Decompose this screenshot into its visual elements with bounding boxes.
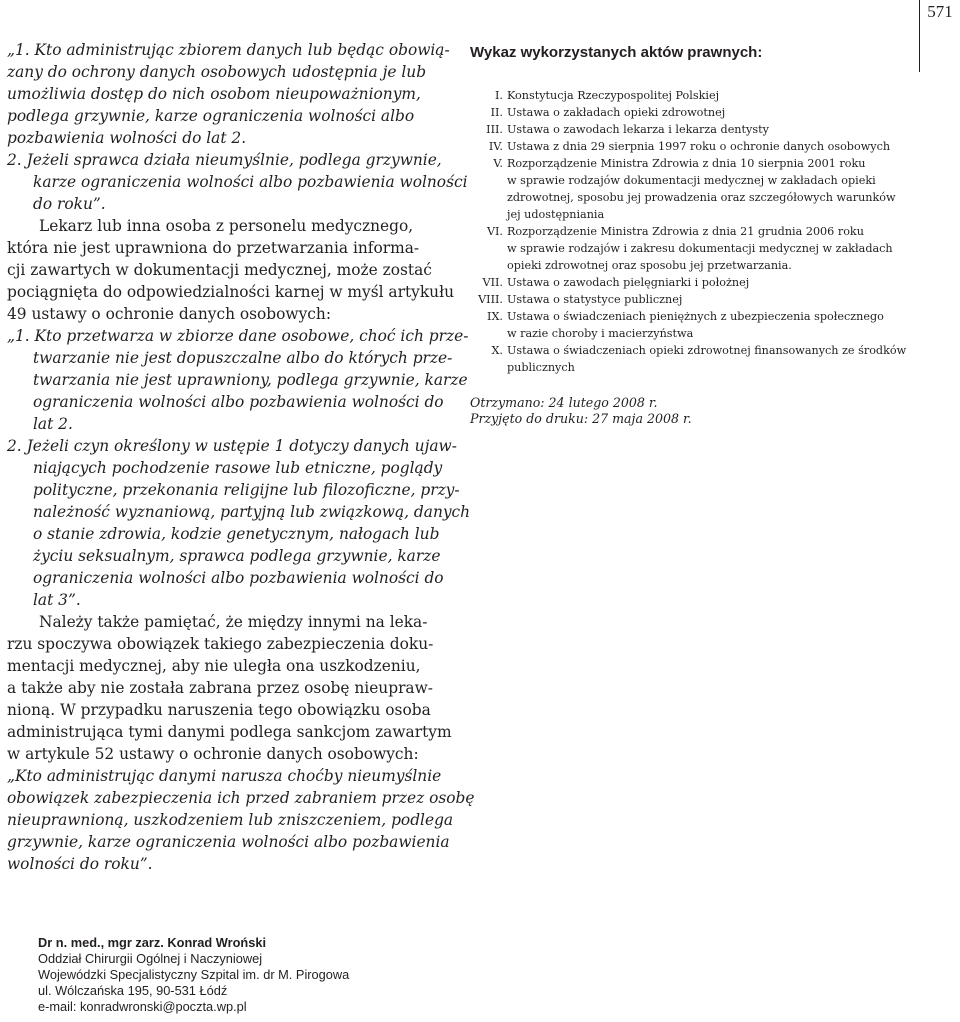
reference-text-line: w sprawie rodzajów i zakresu dokumentacji medycznej w zakładach [507,242,893,255]
reference-text-line: Ustawa o zawodach lekarza i lekarza dentysty [507,123,769,136]
reference-item [470,274,910,291]
reference-text [507,223,893,274]
body-text-line: nioną. W przypadku naruszenia tego obowiązku osoba [7,701,431,719]
body-text-line: życiu seksualnym, sprawca podlega grzywnie, karze [33,547,441,565]
body-text-line: Lekarz lub inna osoba z personelu medycznego, [39,217,414,235]
reference-text-line: jej udostępniania [507,208,605,221]
body-text-line: podlega grzywnie, karze ograniczenia wolności albo [7,107,415,125]
reference-number: IV. [488,140,503,153]
reference-text-line: w sprawie rodzajów dokumentacji medycznej w zakładach opieki [507,174,876,187]
reference-text-line: Ustawa o zawodach pielęgniarki i położnej [507,276,750,289]
body-text-line: nieuprawnioną, uszkodzeniem lub zniszczeniem, podlega [7,811,454,829]
reference-number: VII. [482,276,503,289]
body-text-line: „1. Kto administrując zbiorem danych lub będąc obowią- [7,41,450,59]
accepted-date: Przyjęto do druku: 27 maja 2008 r. [470,411,692,426]
reference-item [470,342,910,376]
article-dates [470,395,910,427]
references-column [470,44,910,427]
reference-number: X. [491,344,503,357]
reference-text-line: Ustawa o świadczeniach pieniężnych z ubezpieczenia społecznego [507,310,884,323]
reference-text-line: Rozporządzenie Ministra Zdrowia z dnia 10 sierpnia 2001 roku [507,157,866,170]
reference-text-line: opieki zdrowotnej oraz sposobu jej przetwarzania. [507,259,792,272]
reference-text-line: Ustawa z dnia 29 sierpnia 1997 roku o ochronie danych osobowych [507,140,891,153]
reference-number: III. [486,123,503,136]
body-text-line: a także aby nie została zabrana przez osobę nieupraw- [7,679,433,697]
body-text-line: o stanie zdrowia, kodzie genetycznym, nałogach lub [33,525,440,543]
body-text-line: pozbawienia wolności do lat 2. [7,129,247,147]
reference-text [507,138,890,155]
reference-text-line: Ustawa o statystyce publicznej [507,293,683,306]
page-number-rule [919,0,920,72]
reference-text [507,121,769,138]
reference-item [470,308,910,342]
references-title: Wykaz wykorzystanych aktów prawnych: [470,44,763,61]
reference-item [470,87,910,104]
body-text-line: „1. Kto przetwarza w zbiorze dane osobowe, choć ich prze- [7,327,469,345]
reference-item [470,121,910,138]
body-text-line: ograniczenia wolności albo pozbawienia wolności do [33,393,444,411]
body-text-line: pociągnięta do odpowiedzialności karnej w myśl artykułu [7,283,454,301]
body-text-line: umożliwia dostęp do nich osobom nieupoważnionym, [7,85,421,103]
reference-number: VIII. [478,293,503,306]
reference-number: VI. [486,225,503,238]
reference-number: IX. [487,310,503,323]
body-text-line: zany do ochrony danych osobowych udostępnia je lub [7,63,427,81]
body-text-line: która nie jest uprawniona do przetwarzania informa- [7,239,420,257]
body-text-line: obowiązek zabezpieczenia ich przed zabraniem przez osobę [7,789,475,807]
reference-text [507,308,884,342]
body-text-line: mentacji medycznej, aby nie uległa ona uszkodzeniu, [7,657,421,675]
body-text-line: 2. Jeżeli sprawca działa nieumyślnie, podlega grzywnie, [7,151,442,169]
reference-text-line: Ustawa o zakładach opieki zdrowotnej [507,106,726,119]
body-text-line: grzywnie, karze ograniczenia wolności albo pozbawienia [7,833,450,851]
body-text-line: 2. Jeżeli czyn określony w ustępie 1 dotyczy danych ujaw- [7,437,457,455]
body-text-line: lat 2. [33,415,73,433]
body-text-line: wolności do roku”. [7,855,153,873]
reference-item [470,104,910,121]
reference-text [507,291,682,308]
reference-text [507,274,749,291]
main-text-column [7,39,475,875]
author-name: Dr n. med., mgr zarz. Konrad Wroński [38,935,267,950]
reference-text [507,87,719,104]
reference-text [507,104,725,121]
reference-item [470,291,910,308]
author-address: ul. Wólczańska 195, 90-531 Łódź [38,983,228,998]
body-text-line: do roku”. [33,195,106,213]
body-text-line: polityczne, przekonania religijne lub filozoficzne, przy- [33,481,460,499]
reference-text-line: Konstytucja Rzeczypospolitej Polskiej [507,89,720,102]
body-text-line: 49 ustawy o ochronie danych osobowych: [7,305,332,323]
body-text-line: rzu spoczywa obowiązek takiego zabezpieczenia doku- [7,635,434,653]
reference-text-line: zdrowotnej, sposobu jej prowadzenia oraz szczegółowych warunków [507,191,896,204]
body-text-line: ograniczenia wolności albo pozbawienia wolności do [33,569,444,587]
body-text-line: niających pochodzenie rasowe lub etniczne, poglądy [33,459,443,477]
body-text-line: karze ograniczenia wolności albo pozbawienia wolności [33,173,468,191]
references-list [470,87,910,376]
body-text-line: należność wyznaniową, partyjną lub związkową, danych [33,503,471,521]
reference-text-line: w razie choroby i macierzyństwa [507,327,694,340]
reference-text-line: publicznych [507,361,575,374]
body-text-line: „Kto administrując danymi narusza choćby nieumyślnie [7,767,442,785]
received-date: Otrzymano: 24 lutego 2008 r. [470,395,658,410]
body-text-line: administrująca tymi danymi podlega sankcjom zawartym [7,723,452,741]
body-text-line: cji zawartych w dokumentacji medycznej, może zostać [7,261,432,279]
body-text-line: twarzania nie jest uprawniony, podlega grzywnie, karze [33,371,468,389]
reference-item [470,155,910,223]
reference-item [470,223,910,274]
reference-text-line: Ustawa o świadczeniach opieki zdrowotnej finansowanych ze środków [507,344,907,357]
reference-number: V. [493,157,503,170]
body-text-line: twarzanie nie jest dopuszczalne albo do których prze- [33,349,453,367]
body-text-line: lat 3”. [33,591,81,609]
author-email: e-mail: konradwronski@poczta.wp.pl [38,999,247,1014]
reference-number: I. [495,89,503,102]
reference-item [470,138,910,155]
reference-text [507,155,896,223]
reference-number: II. [490,106,503,119]
author-affiliation [38,935,349,1015]
body-text-line: w artykule 52 ustawy o ochronie danych osobowych: [7,745,419,763]
author-hospital: Wojewódzki Specjalistyczny Szpital im. dr M. Pirogowa [38,967,350,982]
author-department: Oddział Chirurgii Ogólnej i Naczyniowej [38,951,263,966]
reference-text-line: Rozporządzenie Ministra Zdrowia z dnia 21 grudnia 2006 roku [507,225,864,238]
body-text-line: Należy także pamiętać, że między innymi na leka- [39,613,428,631]
reference-text [507,342,906,376]
page-number: 571 [927,2,953,21]
